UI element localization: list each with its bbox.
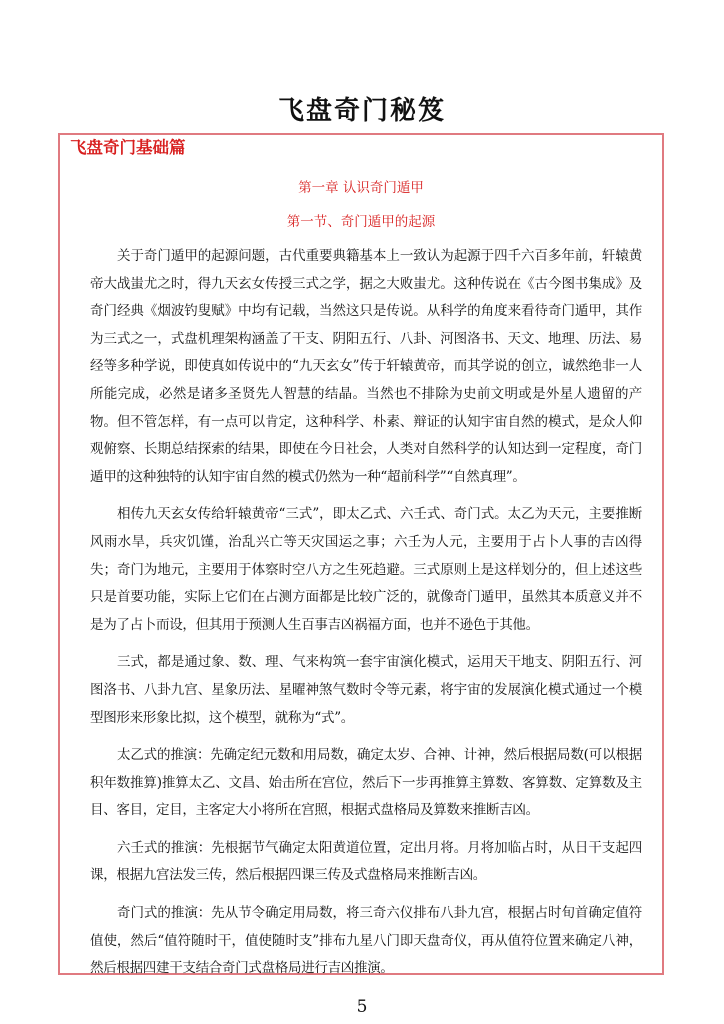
chapter-heading: 第一章 认识奇门遁甲	[298, 180, 424, 196]
paragraph-three-styles: 相传九天玄女传给轩辕黄帝“三式”，即太乙式、六壬式、奇门式。太乙为天元，主要推断风雨水旱，兵灾饥馑，治乱兴亡等天灾国运之事；六壬为人元，主要用于占卜人事的吉凶得失；奇门为地元，主要用于体察时空八方之生死趋避。三式原则上是这样划分的，但上述这些只是首要功能，实际上它们在占测方面都是比较广泛的，就像奇门遁甲，虽然其本质意义并不是为了占卜而设，但其用于预测人生百事吉凶祸福方面，也并不逊色于其他。	[90, 506, 642, 633]
paragraph-model: 三式，都是通过象、数、理、气来构筑一套宇宙演化模式，运用天干地支、阴阳五行、河图洛书、八卦九宫、星象历法、星曜神煞气数时令等元素，将宇宙的发展演化模式通过一个模型图形来形象比拟，这个模型，就称为“式”。	[90, 654, 642, 726]
paragraph-qimen: 奇门式的推演：先从节令确定用局数，将三奇六仪排布八卦九宫，根据占时旬首确定值符值使，然后“值符随时干，值使随时支”排布九星八门即天盘奇仪，再从值符位置来确定八神，然后根据四建干支结合奇门式盘格局进行吉凶推演。	[90, 905, 642, 977]
page-number: 5	[356, 997, 368, 1017]
part-label: 飞盘奇门基础篇	[70, 138, 186, 157]
paragraph-taiyi: 太乙式的推演：先确定纪元数和用局数，确定太岁、合神、计神，然后根据局数(可以根据积年数推算)推算太乙、文昌、始击所在宫位，然后下一步再推算主算数、客算数、定算数及主目、客目，定目，主客定大小将所在宫照，根据式盘格局及算数来推断吉凶。	[90, 747, 642, 819]
section-heading: 第一节、奇门遁甲的起源	[286, 214, 436, 230]
paragraph-liuren: 六壬式的推演：先根据节气确定太阳黄道位置，定出月将。月将加临占时，从日干支起四课，根据九宫法发三传，然后根据四课三传及式盘格局来推断吉凶。	[90, 839, 642, 884]
content-frame	[58, 133, 664, 975]
paragraph-origin: 关于奇门遁甲的起源问题，古代重要典籍基本上一致认为起源于四千六百多年前，轩辕黄帝大战蚩尤之时，得九天玄女传授三式之学，据之大败蚩尤。这种传说在《古今图书集成》及奇门经典《烟波钓叟赋》中均有记载，当然这只是传说。从科学的角度来看待奇门遁甲，其作为三式之一，式盘机理架构涵盖了干支、阴阳五行、八卦、河图洛书、天文、地理、历法、易经等多种学说，即使真如传说中的“九天玄女”传于轩辕黄帝，而其学说的创立，诚然绝非一人所能完成，必然是诸多圣贤先人智慧的结晶。当然也不排除为史前文明或是外星人遗留的产物。但不管怎样，有一点可以肯定，这种科学、朴素、辩证的认知宇宙自然的模式，是众人仰观俯察、长期总结探索的结果，即使在今日社会，人类对自然科学的认知达到一定程度，奇门遁甲的这种独特的认知宇宙自然的模式仍然为一种“超前科学”“自然真理”。	[90, 248, 642, 485]
document-title: 飞盘奇门秘笈	[277, 96, 446, 126]
body-text	[90, 243, 642, 993]
